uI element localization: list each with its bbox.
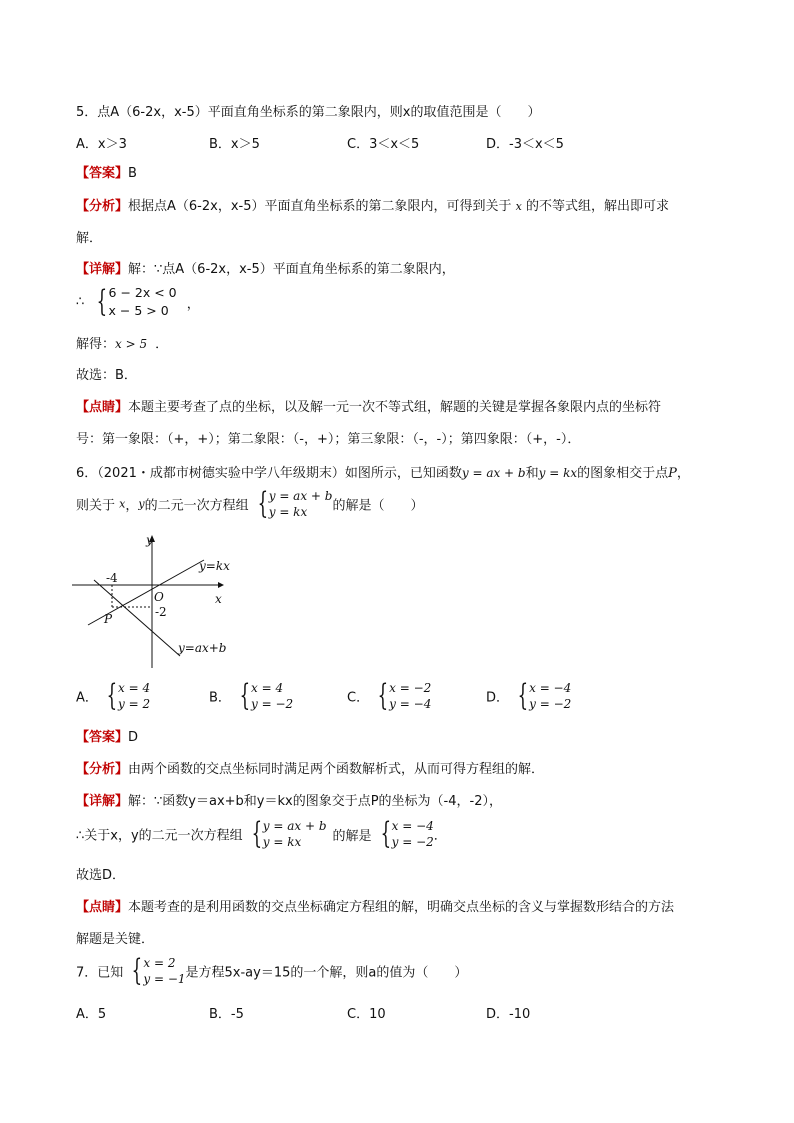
option-label: A．: [76, 690, 98, 706]
q5-comment-line: [76, 398, 661, 418]
q5-comment-end: 号：第一象限：（+，+）；第二象限：（-，+）；第三象限：（-，-）；第四象限：（+，-）．: [76, 432, 581, 447]
q6-analysis-line: [76, 760, 544, 780]
q5-comment-text: 本题主要考查了点的坐标，以及解一元一次不等式组，解题的关键是掌握各象限内点的坐标符: [128, 400, 662, 415]
q6-func-2: y = kx: [538, 466, 578, 480]
y-axis-label: y: [146, 533, 153, 547]
q6-var-x: x: [119, 497, 126, 511]
q5-inequality-system: [76, 284, 200, 320]
q5-analysis-text-2: 的不等式组，解出即可求: [526, 199, 670, 214]
q7-option-c: C．10: [347, 1007, 386, 1022]
option-label: D．: [486, 690, 510, 706]
q6-analysis-text: 由两个函数的交点坐标同时满足两个函数解析式，从而可得方程组的解．: [128, 762, 545, 777]
q7-option-d: D．-10: [486, 1007, 531, 1022]
q6-option-d: [486, 680, 571, 712]
answer-tag: 【答案】: [76, 166, 129, 181]
q5-analysis-var: x: [515, 200, 522, 213]
analysis-tag: 【分析】: [76, 762, 129, 777]
q6-text-c: 的解是（ ）: [332, 498, 424, 514]
q6-detail-eq-1: y = ax + b: [262, 819, 327, 833]
q6-point: P: [668, 466, 677, 481]
answer-tag: 【答案】: [76, 730, 129, 745]
brace-icon: {: [106, 678, 117, 713]
x-axis-arrow-icon: [218, 582, 224, 588]
line-ab-label: y=ax+b: [178, 641, 227, 655]
brace-icon: {: [377, 678, 389, 713]
q6-stem-text: 6．（2021・成都市树德实验中学八年级期末）如图所示，已知函数: [76, 466, 462, 481]
q6-comment-text: 本题考查的是利用函数的交点坐标确定方程组的解，明确交点坐标的含义与掌握数形结合的方法: [128, 900, 675, 915]
q5-answer: B: [128, 166, 137, 181]
brace-icon: {: [257, 486, 268, 521]
option-row-1: x = 4: [118, 681, 151, 695]
q6-stem-line-2: [76, 488, 423, 520]
option-row-1: x = −2: [389, 681, 432, 695]
q7-sys-row-2: y = −1: [143, 972, 186, 986]
q6-stem-text-2: 的图象相交于点: [577, 466, 669, 481]
q5-analysis-end: 解．: [76, 231, 103, 246]
q6-detail-line: [76, 792, 502, 812]
q7-sys-row-1: x = 2: [143, 956, 176, 970]
comma: ，: [186, 296, 200, 312]
origin-label: O: [154, 590, 164, 604]
q6-detail-text: 解：∵函数y＝ax+b和y＝kx的图象交于点P的坐标为（-4，-2），: [128, 794, 502, 809]
q6-option-c: [347, 680, 431, 712]
q6-answer-line: [76, 728, 138, 748]
q6-equation-2: y = kx: [268, 505, 308, 519]
option-row-2: y = 2: [118, 697, 151, 711]
q6-func-1: y = ax + b: [461, 466, 526, 480]
q5-analysis-line: [76, 197, 669, 217]
q6-choose: 故选D．: [76, 868, 126, 883]
q7-stem: [76, 955, 467, 987]
tick-x-minus-4: -4: [106, 571, 118, 585]
q5-option-b: B．x＞5: [209, 137, 260, 152]
brace-icon: {: [239, 678, 251, 713]
period: ．: [155, 337, 169, 352]
solve-label: 解得：: [76, 337, 116, 352]
q6-and: 和: [525, 466, 539, 481]
q6-detail-line-2: [76, 818, 447, 850]
solve-value: x > 5: [115, 337, 148, 351]
tick-y-minus-2: -2: [155, 605, 167, 619]
detail-tag: 【详解】: [76, 794, 129, 809]
q6-answer: D: [128, 730, 139, 745]
point-p-label: P: [104, 612, 113, 626]
q6-stem-end: ，: [676, 466, 690, 481]
brace-icon: {: [97, 284, 108, 319]
q6-detail-text-3: 的解是: [332, 828, 372, 844]
q5-option-a: A．x＞3: [76, 137, 127, 152]
inequality-row-1: 6 − 2x < 0: [108, 285, 177, 300]
q5-solution-line: [76, 334, 168, 355]
option-row-2: y = −2: [251, 697, 294, 711]
q6-text-b: 的二元一次方程组: [144, 498, 249, 514]
q6-detail-eq-2: y = kx: [262, 835, 302, 849]
detail-tag: 【详解】: [76, 262, 129, 277]
therefore-symbol: ∴: [76, 294, 85, 310]
q5-detail-line: [76, 260, 455, 280]
q6-equation-1: y = ax + b: [268, 489, 333, 503]
q6-stem: [76, 463, 690, 484]
q6-detail-sol-1: x = −4: [391, 819, 434, 833]
q5-detail-text: 解：∵点A（6-2x，x-5）平面直角坐标系的第二象限内，: [128, 262, 455, 277]
comma: ，: [125, 498, 139, 514]
q6-comment-end: 解题是关键．: [76, 932, 155, 947]
comment-tag: 【点睛】: [76, 400, 129, 415]
option-row-2: y = −2: [529, 697, 572, 711]
q5-choose: 故选：B．: [76, 368, 137, 383]
q6-option-b: [209, 680, 293, 712]
brace-icon: {: [517, 678, 529, 713]
option-label: B．: [209, 690, 231, 706]
option-row-2: y = −4: [389, 697, 432, 711]
option-row-1: x = 4: [251, 681, 284, 695]
q7-option-a: A．5: [76, 1007, 107, 1022]
q7-option-b: B．-5: [209, 1007, 244, 1022]
q6-text-a: 则关于: [76, 498, 116, 514]
q6-option-a: [76, 680, 150, 712]
q5-analysis-text: 根据点A（6-2x，x-5）平面直角坐标系的第二象限内，可得到关于: [128, 199, 512, 214]
analysis-tag: 【分析】: [76, 199, 129, 214]
brace-icon: {: [380, 816, 391, 851]
q7-stem-text: 7．已知: [76, 965, 124, 981]
q5-option-d: D．-3＜x＜5: [486, 137, 564, 152]
period: ．: [433, 828, 447, 844]
inequality-row-2: x − 5 > 0: [108, 303, 169, 318]
q6-detail-text-2: ∴关于x，y的二元一次方程组: [76, 828, 243, 844]
line-kx-label: y=kx: [199, 559, 230, 573]
q6-var-y: y: [138, 497, 145, 511]
option-label: C．: [347, 690, 370, 706]
comment-tag: 【点睛】: [76, 900, 129, 915]
q6-comment-line: [76, 898, 674, 918]
x-axis-label: x: [215, 592, 222, 606]
q5-option-c: C．3＜x＜5: [347, 137, 420, 152]
q5-stem: 5．点A（6-2x，x-5）平面直角坐标系的第二象限内，则x的取值范围是（ ）: [76, 105, 541, 120]
q5-answer-line: [76, 164, 137, 184]
option-row-1: x = −4: [529, 681, 572, 695]
brace-icon: {: [251, 816, 262, 851]
brace-icon: {: [131, 953, 143, 988]
function-graph: [68, 530, 248, 670]
q7-stem-text-2: 是方程5x-ay＝15的一个解，则a的值为（ ）: [185, 965, 468, 981]
q6-detail-sol-2: y = −2: [391, 835, 434, 849]
